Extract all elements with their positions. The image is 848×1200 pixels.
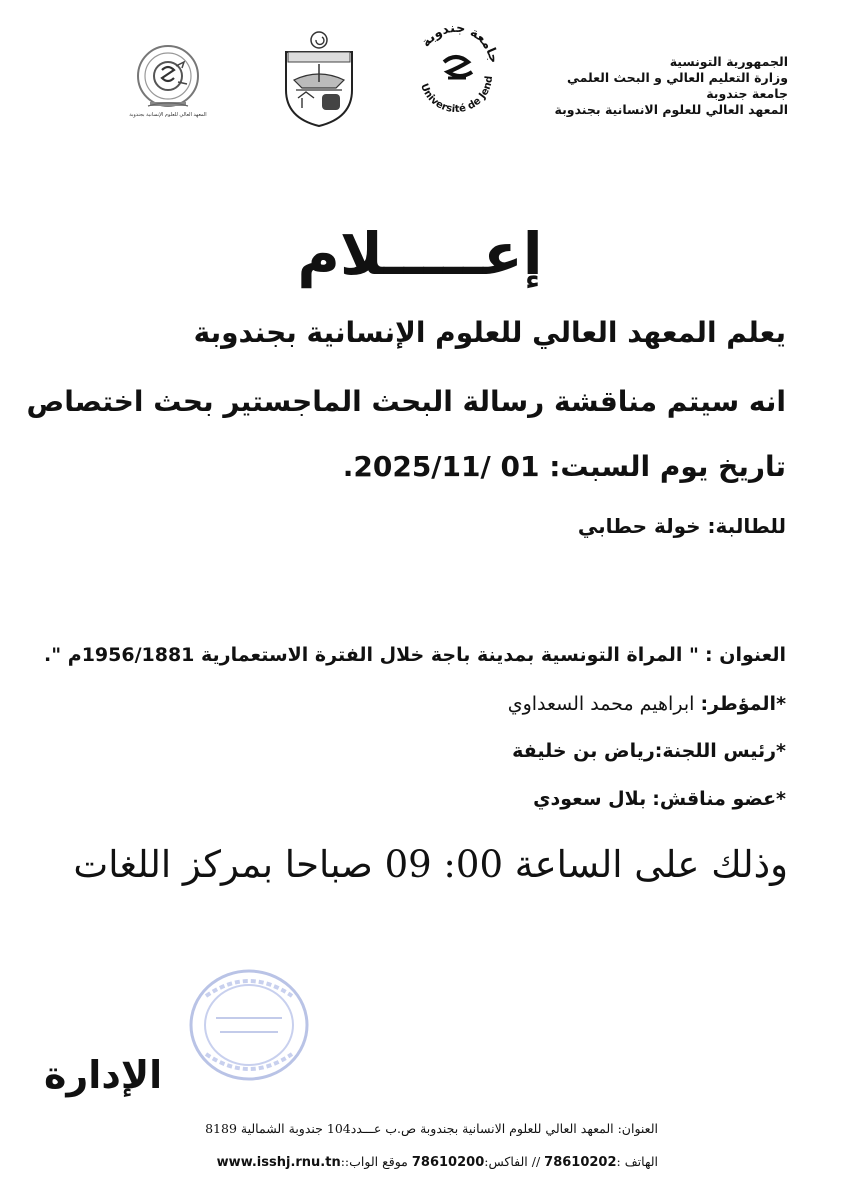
isshj-logo-caption: المعهد العالي للعلوم الإنسانية بجندوبة xyxy=(129,112,207,118)
announcement-line-defense: انه سيتم مناقشة رسالة البحث الماجستير بحث اختصاص xyxy=(26,385,786,418)
supervisor-label: *المؤطر: xyxy=(700,693,786,715)
committee-chair-label: *رئيس اللجنة: xyxy=(654,740,786,762)
header-university: جامعة جندوبة xyxy=(706,86,788,101)
thesis-title-value: " المراة التونسية بمدينة باجة خلال الفترة الاستعمارية 1956/1881م ". xyxy=(44,644,699,666)
student-name: للطالبة: خولة حطابي xyxy=(577,514,786,538)
isshj-logo-icon xyxy=(128,38,208,128)
footer-fax: 78610200 xyxy=(411,1155,485,1170)
header-ministry: وزارة التعليم العالي و البحث العلمي xyxy=(566,70,788,85)
footer-website-link[interactable]: www.isshj.rnu.tn xyxy=(216,1155,341,1170)
time-location-line: وذلك على الساعة 00: 09 صباحا بمركز اللغات xyxy=(73,843,788,886)
header-institute: المعهد العالي للعلوم الانسانية بجندوبة xyxy=(554,102,788,117)
supervisor-name: ابراهيم محمد السعداوي xyxy=(507,693,695,715)
thesis-title-label: العنوان : xyxy=(705,644,786,666)
footer-address: العنوان: المعهد العالي للعلوم الانسانية بجندوبة ص.ب عـــدد104 جندوبة الشمالية 8189 xyxy=(205,1121,658,1136)
footer-web-label: موقع الواب:: xyxy=(340,1154,408,1169)
header-republic: الجمهورية التونسية xyxy=(669,54,788,69)
footer-phone: 78610202 xyxy=(544,1155,617,1170)
jendouba-logo-text-bottom: Université de Jend xyxy=(418,75,496,116)
footer-fax-label: // الفاكس: xyxy=(484,1154,541,1169)
committee-chair-line xyxy=(512,737,786,765)
page-title: إعـــــلام xyxy=(297,220,543,288)
jendouba-logo-text-top: جامعة جندوبة xyxy=(418,26,502,65)
tunisia-coat-of-arms-icon xyxy=(278,30,360,130)
committee-member-name: بلال سعودي xyxy=(533,788,647,810)
committee-member-label: *عضو مناقش: xyxy=(652,788,786,810)
footer-phone-label: الهاتف : xyxy=(616,1154,658,1169)
supervisor-line xyxy=(508,690,786,718)
committee-chair-name: رياض بن خليفة xyxy=(512,740,655,762)
committee-member-line xyxy=(533,785,786,813)
announcement-line-institute: يعلم المعهد العالي للعلوم الإنسانية بجندوبة xyxy=(193,316,786,349)
official-stamp-icon xyxy=(186,966,312,1084)
universite-de-jendouba-logo-icon xyxy=(408,26,504,130)
administration-signature: الإدارة xyxy=(44,1053,163,1097)
footer-contacts xyxy=(217,1153,658,1172)
announcement-line-date: تاريخ يوم السبت: 01 /2025/11. xyxy=(342,450,786,483)
thesis-title-line xyxy=(44,641,786,669)
